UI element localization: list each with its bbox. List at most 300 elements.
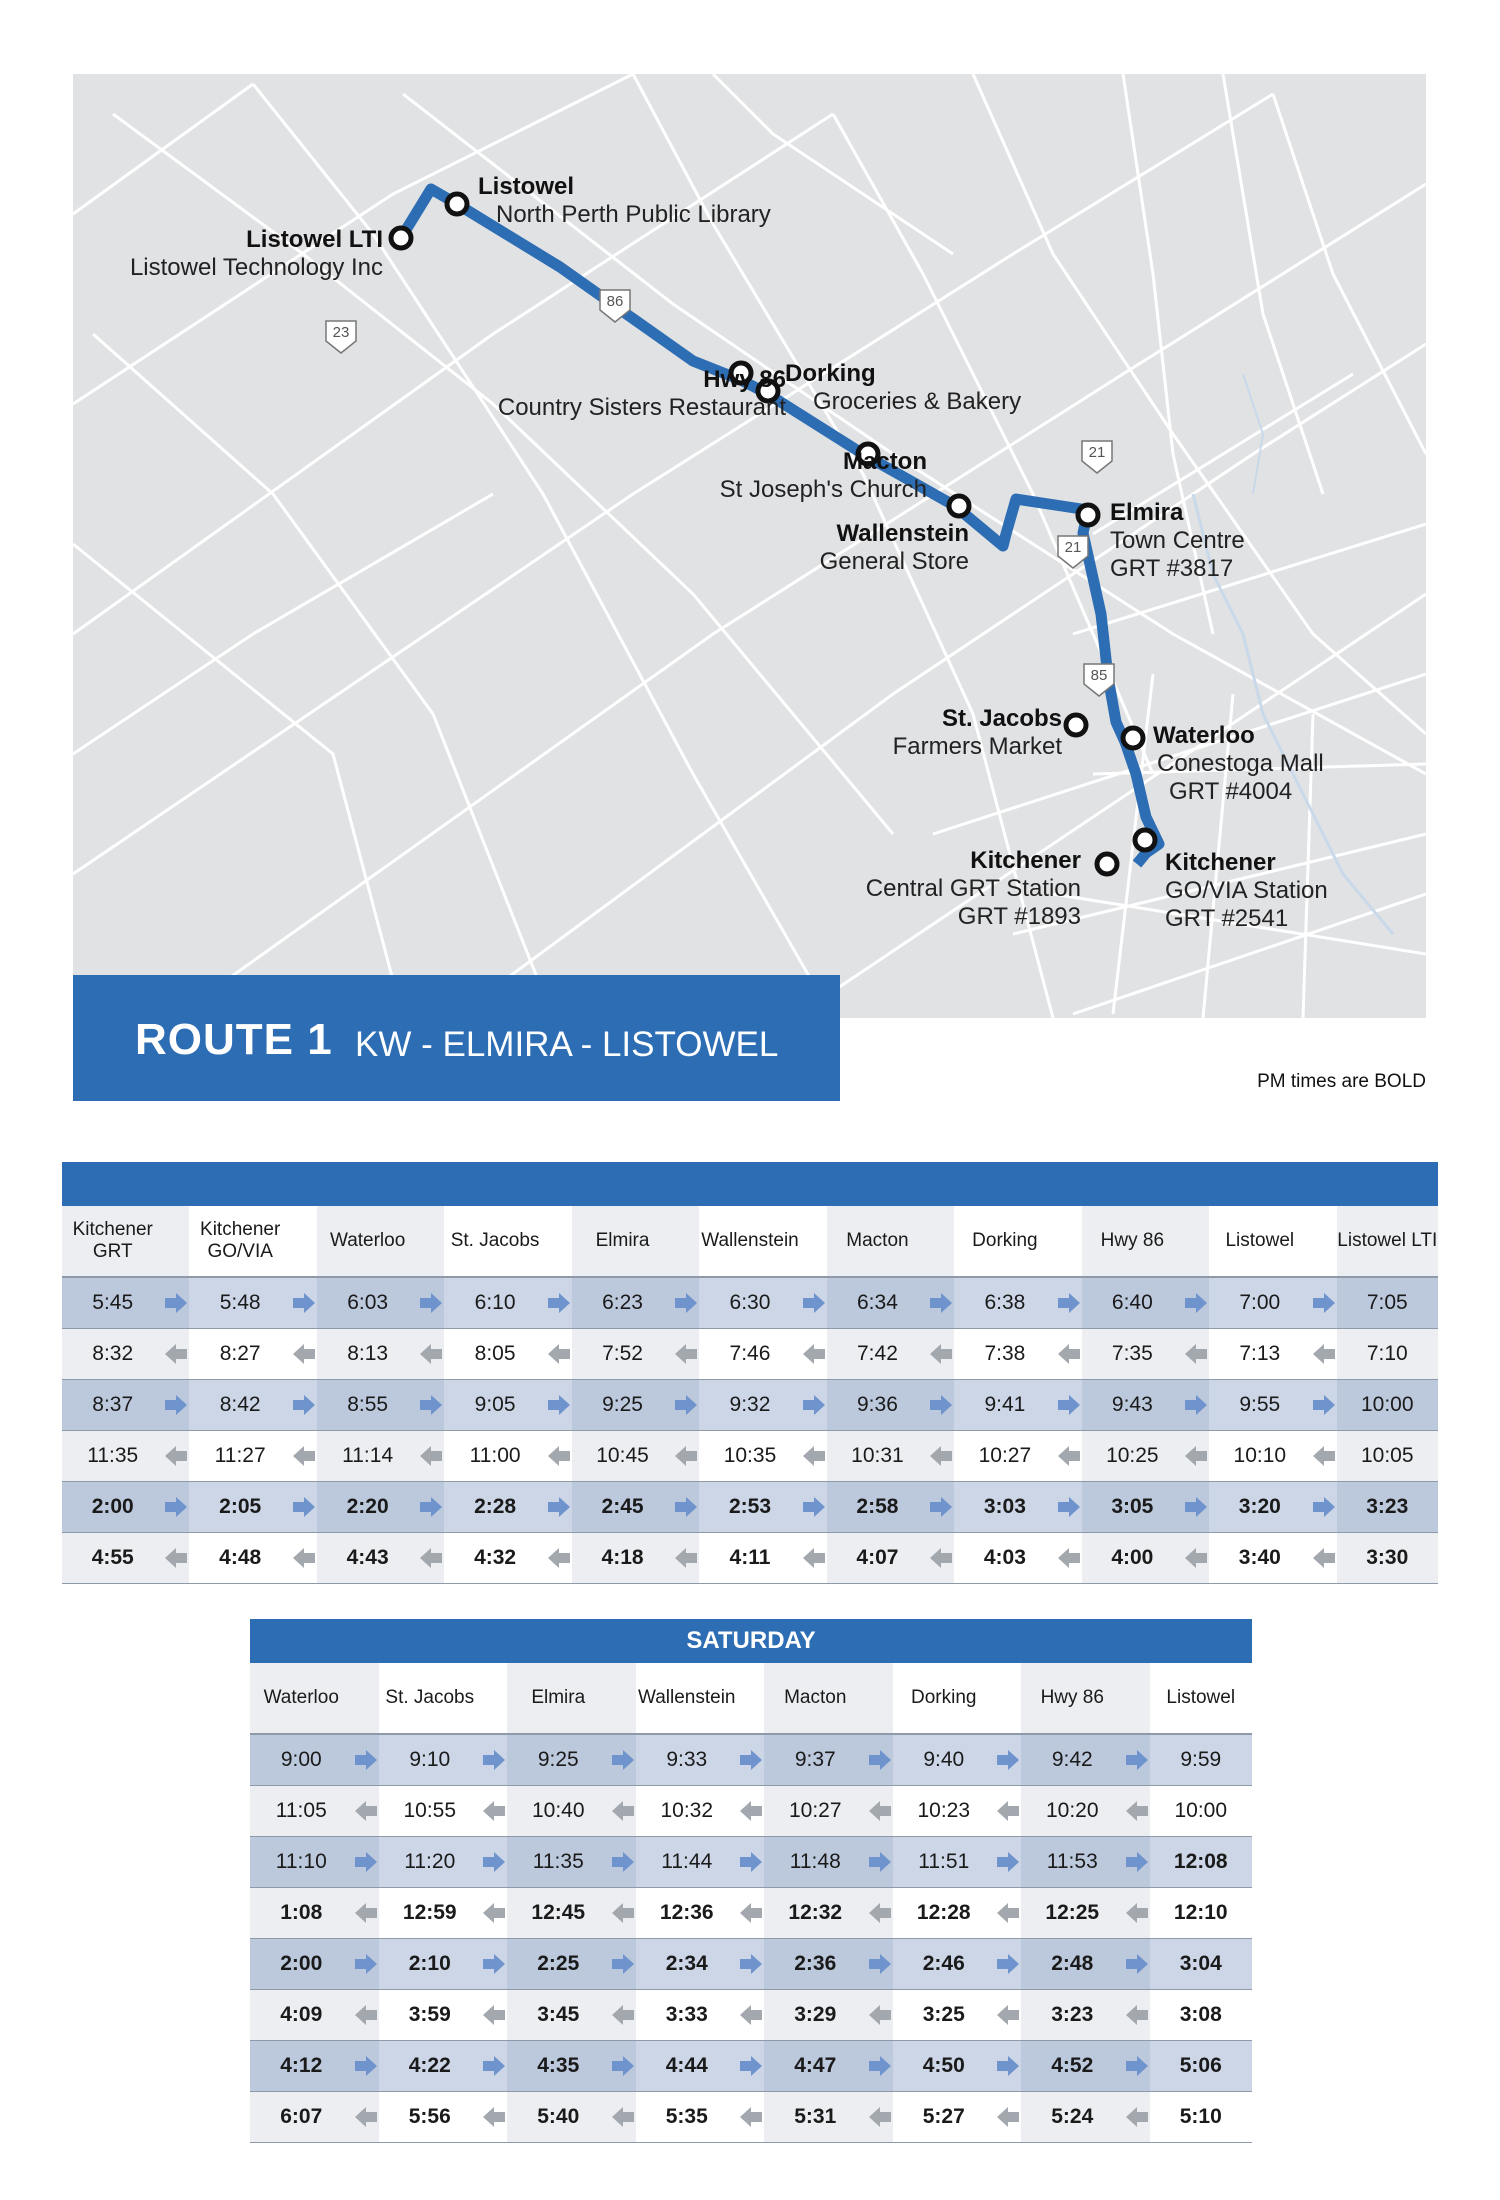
arrow-right-icon: [612, 1852, 634, 1872]
time-cell: 4:44: [636, 2041, 739, 2092]
arrow-right-icon: [420, 1395, 442, 1415]
time-cell: 3:45: [507, 1990, 610, 2041]
time-cell: 2:45: [572, 1482, 673, 1533]
arrow-left-icon: [803, 1548, 825, 1568]
arrow-left-icon: [548, 1344, 570, 1364]
time-cell: 10:55: [379, 1786, 482, 1837]
direction-arrow: [418, 1533, 444, 1584]
time-cell: 9:37: [764, 1734, 867, 1786]
svg-text:85: 85: [1090, 667, 1108, 684]
direction-arrow: [291, 1329, 317, 1380]
arrow-left-icon: [1313, 1344, 1335, 1364]
arrow-gap: [1056, 1206, 1082, 1277]
time-cell: 3:40: [1209, 1533, 1310, 1584]
time-cell: 5:56: [379, 2092, 482, 2143]
arrow-gap: [1183, 1206, 1209, 1277]
direction-arrow: [610, 1939, 636, 1990]
arrow-gap: [1311, 1206, 1337, 1277]
direction-arrow: [673, 1380, 699, 1431]
arrow-left-icon: [355, 2005, 377, 2025]
direction-arrow: [867, 1734, 893, 1786]
arrow-gap: [738, 1663, 764, 1734]
arrow-right-icon: [869, 1750, 891, 1770]
time-cell: 7:10: [1337, 1329, 1438, 1380]
stop-label-listowel-lti: Listowel LTI Listowel Technology Inc: [129, 226, 383, 281]
time-cell: 8:37: [62, 1380, 163, 1431]
arrow-right-icon: [675, 1395, 697, 1415]
pm-note: PM times are BOLD: [1257, 1071, 1426, 1092]
timetable-header-row: [62, 1206, 1438, 1277]
route-name: KW - ELMIRA - LISTOWEL: [355, 1025, 779, 1064]
direction-arrow: [291, 1533, 317, 1584]
arrow-right-icon: [997, 2056, 1019, 2076]
time-cell: 4:52: [1021, 2041, 1124, 2092]
time-cell: 2:10: [379, 1939, 482, 1990]
direction-arrow: [738, 2092, 764, 2143]
direction-arrow: [1124, 1786, 1150, 1837]
time-cell: 7:46: [699, 1329, 800, 1380]
direction-arrow: [1124, 1939, 1150, 1990]
arrow-right-icon: [803, 1497, 825, 1517]
direction-arrow: [353, 1990, 379, 2041]
arrow-gap: [867, 1663, 893, 1734]
direction-arrow: [610, 1990, 636, 2041]
time-cell: 7:35: [1082, 1329, 1183, 1380]
time-cell: 10:32: [636, 1786, 739, 1837]
time-cell: 3:25: [893, 1990, 996, 2041]
direction-arrow: [801, 1329, 827, 1380]
time-cell: 12:10: [1150, 1888, 1253, 1939]
direction-arrow: [481, 1888, 507, 1939]
arrow-left-icon: [930, 1548, 952, 1568]
direction-arrow: [928, 1380, 954, 1431]
time-cell: 10:40: [507, 1786, 610, 1837]
arrow-right-icon: [740, 1750, 762, 1770]
arrow-left-icon: [293, 1344, 315, 1364]
direction-arrow: [291, 1431, 317, 1482]
time-cell: 4:43: [317, 1533, 418, 1584]
arrow-left-icon: [1126, 1903, 1148, 1923]
table-row: [250, 1837, 1252, 1888]
saturday-timetable: [250, 1663, 1252, 2143]
time-cell: 10:00: [1150, 1786, 1253, 1837]
time-cell: 5:31: [764, 2092, 867, 2143]
time-cell: 4:50: [893, 2041, 996, 2092]
direction-arrow: [610, 1888, 636, 1939]
direction-arrow: [291, 1380, 317, 1431]
table-row: [250, 1990, 1252, 2041]
direction-arrow: [1124, 2041, 1150, 2092]
direction-arrow: [801, 1431, 827, 1482]
arrow-left-icon: [869, 1801, 891, 1821]
column-header: Kitchener GO/VIA: [189, 1206, 290, 1277]
arrow-right-icon: [165, 1293, 187, 1313]
direction-arrow: [353, 1734, 379, 1786]
time-cell: 10:27: [954, 1431, 1055, 1482]
arrow-right-icon: [869, 1852, 891, 1872]
arrow-right-icon: [1058, 1293, 1080, 1313]
direction-arrow: [163, 1533, 189, 1584]
time-cell: 7:13: [1209, 1329, 1310, 1380]
time-cell: 4:35: [507, 2041, 610, 2092]
column-header: Wallenstein: [636, 1663, 739, 1734]
table-row: [250, 1888, 1252, 1939]
direction-arrow: [928, 1329, 954, 1380]
direction-arrow: [867, 1837, 893, 1888]
time-cell: 3:08: [1150, 1990, 1253, 2041]
direction-arrow: [867, 1939, 893, 1990]
arrow-gap: [995, 1663, 1021, 1734]
direction-arrow: [673, 1277, 699, 1329]
direction-arrow: [1124, 1734, 1150, 1786]
time-cell: 12:59: [379, 1888, 482, 1939]
arrow-right-icon: [869, 1954, 891, 1974]
direction-arrow: [1056, 1482, 1082, 1533]
stop-marker: [391, 228, 411, 248]
stop-label-wallenstein: Wallenstein General Store: [819, 520, 969, 575]
time-cell: 11:53: [1021, 1837, 1124, 1888]
arrow-right-icon: [1126, 1852, 1148, 1872]
arrow-right-icon: [740, 1852, 762, 1872]
direction-arrow: [867, 1786, 893, 1837]
arrow-right-icon: [740, 1954, 762, 1974]
time-cell: 7:00: [1209, 1277, 1310, 1329]
time-cell: 8:05: [444, 1329, 545, 1380]
time-cell: 8:32: [62, 1329, 163, 1380]
time-cell: 6:07: [250, 2092, 353, 2143]
time-cell: 5:40: [507, 2092, 610, 2143]
time-cell: 1:08: [250, 1888, 353, 1939]
column-header: Hwy 86: [1021, 1663, 1124, 1734]
time-cell: 4:00: [1082, 1533, 1183, 1584]
time-cell: 11:10: [250, 1837, 353, 1888]
arrow-left-icon: [869, 2005, 891, 2025]
direction-arrow: [928, 1533, 954, 1584]
svg-text:21: 21: [1064, 539, 1082, 556]
arrow-left-icon: [1313, 1446, 1335, 1466]
time-cell: 9:33: [636, 1734, 739, 1786]
direction-arrow: [1056, 1329, 1082, 1380]
direction-arrow: [801, 1482, 827, 1533]
arrow-right-icon: [165, 1497, 187, 1517]
arrow-left-icon: [1185, 1344, 1207, 1364]
svg-text:23: 23: [332, 324, 350, 341]
arrow-gap: [481, 1663, 507, 1734]
direction-arrow: [546, 1533, 572, 1584]
direction-arrow: [353, 1786, 379, 1837]
arrow-right-icon: [355, 1852, 377, 1872]
direction-arrow: [995, 1939, 1021, 1990]
direction-arrow: [481, 1837, 507, 1888]
stop-marker: [1135, 830, 1155, 850]
arrow-gap: [163, 1206, 189, 1277]
time-cell: 6:03: [317, 1277, 418, 1329]
time-cell: 5:24: [1021, 2092, 1124, 2143]
table-row: [62, 1482, 1438, 1533]
direction-arrow: [738, 2041, 764, 2092]
arrow-left-icon: [740, 2005, 762, 2025]
stop-marker: [447, 194, 467, 214]
time-cell: 10:00: [1337, 1380, 1438, 1431]
direction-arrow: [995, 2092, 1021, 2143]
arrow-left-icon: [548, 1446, 570, 1466]
time-cell: 10:23: [893, 1786, 996, 1837]
time-cell: 9:43: [1082, 1380, 1183, 1431]
direction-arrow: [928, 1277, 954, 1329]
column-header: St. Jacobs: [444, 1206, 545, 1277]
arrow-right-icon: [675, 1497, 697, 1517]
arrow-right-icon: [997, 1852, 1019, 1872]
arrow-left-icon: [1058, 1344, 1080, 1364]
direction-arrow: [418, 1329, 444, 1380]
arrow-right-icon: [293, 1293, 315, 1313]
time-cell: 4:47: [764, 2041, 867, 2092]
direction-arrow: [995, 1734, 1021, 1786]
table-row: [62, 1431, 1438, 1482]
direction-arrow: [738, 1888, 764, 1939]
stop-label-kitchener-govia: Kitchener GO/VIA Station GRT #2541: [1165, 849, 1328, 932]
arrow-right-icon: [997, 1954, 1019, 1974]
arrow-right-icon: [1058, 1497, 1080, 1517]
direction-arrow: [610, 1734, 636, 1786]
direction-arrow: [610, 2092, 636, 2143]
time-cell: 2:00: [250, 1939, 353, 1990]
direction-arrow: [481, 1734, 507, 1786]
arrow-right-icon: [740, 2056, 762, 2076]
arrow-right-icon: [1185, 1293, 1207, 1313]
time-cell: 9:55: [1209, 1380, 1310, 1431]
arrow-right-icon: [675, 1293, 697, 1313]
arrow-right-icon: [803, 1293, 825, 1313]
column-header: Waterloo: [250, 1663, 353, 1734]
direction-arrow: [738, 1734, 764, 1786]
time-cell: 4:18: [572, 1533, 673, 1584]
time-cell: 3:03: [954, 1482, 1055, 1533]
column-header: Wallenstein: [699, 1206, 800, 1277]
direction-arrow: [867, 2041, 893, 2092]
direction-arrow: [995, 2041, 1021, 2092]
arrow-right-icon: [930, 1497, 952, 1517]
time-cell: 7:52: [572, 1329, 673, 1380]
arrow-gap: [353, 1663, 379, 1734]
arrow-left-icon: [1185, 1548, 1207, 1568]
time-cell: 4:55: [62, 1533, 163, 1584]
column-header: Kitchener GRT: [62, 1206, 163, 1277]
time-cell: 9:25: [507, 1734, 610, 1786]
arrow-left-icon: [740, 2107, 762, 2127]
direction-arrow: [673, 1482, 699, 1533]
direction-arrow: [867, 1888, 893, 1939]
svg-text:86: 86: [606, 293, 624, 310]
time-cell: 5:35: [636, 2092, 739, 2143]
arrow-right-icon: [548, 1395, 570, 1415]
time-cell: 11:20: [379, 1837, 482, 1888]
direction-arrow: [1311, 1277, 1337, 1329]
direction-arrow: [481, 1939, 507, 1990]
table-row: [62, 1277, 1438, 1329]
time-cell: 3:33: [636, 1990, 739, 2041]
direction-arrow: [610, 2041, 636, 2092]
time-cell: 11:51: [893, 1837, 996, 1888]
direction-arrow: [1056, 1380, 1082, 1431]
direction-arrow: [1311, 1431, 1337, 1482]
stop-marker: [1097, 854, 1117, 874]
direction-arrow: [481, 2041, 507, 2092]
time-cell: 6:23: [572, 1277, 673, 1329]
stop-label-kitchener-central: Kitchener Central GRT Station GRT #1893: [865, 847, 1081, 930]
arrow-left-icon: [740, 1903, 762, 1923]
arrow-right-icon: [612, 1750, 634, 1770]
table-row: [62, 1329, 1438, 1380]
time-cell: 11:00: [444, 1431, 545, 1482]
direction-arrow: [610, 1786, 636, 1837]
time-cell: 10:31: [827, 1431, 928, 1482]
time-cell: 7:38: [954, 1329, 1055, 1380]
time-cell: 6:34: [827, 1277, 928, 1329]
direction-arrow: [353, 1939, 379, 1990]
time-cell: 4:48: [189, 1533, 290, 1584]
arrow-left-icon: [1126, 1801, 1148, 1821]
arrow-left-icon: [1313, 1548, 1335, 1568]
direction-arrow: [673, 1533, 699, 1584]
time-cell: 10:25: [1082, 1431, 1183, 1482]
direction-arrow: [738, 1837, 764, 1888]
time-cell: 3:04: [1150, 1939, 1253, 1990]
column-header: Waterloo: [317, 1206, 418, 1277]
arrow-right-icon: [1126, 1750, 1148, 1770]
arrow-left-icon: [483, 1801, 505, 1821]
arrow-left-icon: [165, 1446, 187, 1466]
time-cell: 4:12: [250, 2041, 353, 2092]
time-cell: 6:38: [954, 1277, 1055, 1329]
time-cell: 7:42: [827, 1329, 928, 1380]
time-cell: 2:34: [636, 1939, 739, 1990]
time-cell: 4:03: [954, 1533, 1055, 1584]
direction-arrow: [867, 2092, 893, 2143]
arrow-left-icon: [675, 1344, 697, 1364]
weekday-timetable: [62, 1206, 1438, 1584]
direction-arrow: [995, 1888, 1021, 1939]
route-banner: [73, 975, 840, 1101]
stop-label-hwy-86: Hwy 86 Country Sisters Restaurant: [497, 366, 786, 421]
direction-arrow: [546, 1482, 572, 1533]
time-cell: 12:36: [636, 1888, 739, 1939]
time-cell: 2:28: [444, 1482, 545, 1533]
direction-arrow: [610, 1837, 636, 1888]
direction-arrow: [546, 1277, 572, 1329]
table-row: [250, 1786, 1252, 1837]
arrow-right-icon: [1313, 1497, 1335, 1517]
direction-arrow: [1183, 1329, 1209, 1380]
arrow-left-icon: [930, 1446, 952, 1466]
arrow-left-icon: [548, 1548, 570, 1568]
direction-arrow: [163, 1329, 189, 1380]
table-row: [250, 2092, 1252, 2143]
time-cell: 10:27: [764, 1786, 867, 1837]
arrow-left-icon: [675, 1446, 697, 1466]
direction-arrow: [353, 1837, 379, 1888]
direction-arrow: [801, 1277, 827, 1329]
weekday-header-bar: [62, 1162, 1438, 1206]
arrow-left-icon: [803, 1446, 825, 1466]
arrow-right-icon: [483, 1852, 505, 1872]
column-header: Listowel: [1209, 1206, 1310, 1277]
arrow-right-icon: [548, 1497, 570, 1517]
time-cell: 9:40: [893, 1734, 996, 1786]
time-cell: 7:05: [1337, 1277, 1438, 1329]
direction-arrow: [418, 1431, 444, 1482]
time-cell: 3:05: [1082, 1482, 1183, 1533]
column-header: Elmira: [507, 1663, 610, 1734]
arrow-left-icon: [1185, 1446, 1207, 1466]
direction-arrow: [738, 1786, 764, 1837]
arrow-left-icon: [930, 1344, 952, 1364]
arrow-left-icon: [420, 1548, 442, 1568]
stop-marker: [1066, 715, 1086, 735]
arrow-right-icon: [165, 1395, 187, 1415]
time-cell: 11:35: [507, 1837, 610, 1888]
arrow-gap: [418, 1206, 444, 1277]
direction-arrow: [1183, 1277, 1209, 1329]
arrow-right-icon: [1313, 1395, 1335, 1415]
arrow-right-icon: [930, 1293, 952, 1313]
arrow-right-icon: [1126, 1954, 1148, 1974]
time-cell: 12:28: [893, 1888, 996, 1939]
time-cell: 6:40: [1082, 1277, 1183, 1329]
arrow-left-icon: [869, 2107, 891, 2127]
arrow-right-icon: [420, 1497, 442, 1517]
time-cell: 3:30: [1337, 1533, 1438, 1584]
direction-arrow: [1183, 1431, 1209, 1482]
arrow-left-icon: [420, 1344, 442, 1364]
arrow-left-icon: [1126, 2107, 1148, 2127]
stop-label-listowel: Listowel North Perth Public Library: [478, 173, 771, 228]
arrow-left-icon: [612, 2107, 634, 2127]
time-cell: 3:23: [1021, 1990, 1124, 2041]
column-header: Macton: [827, 1206, 928, 1277]
direction-arrow: [738, 1939, 764, 1990]
arrow-left-icon: [355, 1903, 377, 1923]
table-row: [250, 2041, 1252, 2092]
stop-marker: [1123, 728, 1143, 748]
direction-arrow: [163, 1482, 189, 1533]
direction-arrow: [353, 1888, 379, 1939]
arrow-right-icon: [930, 1395, 952, 1415]
time-cell: 3:23: [1337, 1482, 1438, 1533]
direction-arrow: [995, 1990, 1021, 2041]
time-cell: 10:35: [699, 1431, 800, 1482]
direction-arrow: [801, 1380, 827, 1431]
direction-arrow: [163, 1431, 189, 1482]
table-row: [62, 1380, 1438, 1431]
direction-arrow: [1311, 1380, 1337, 1431]
time-cell: 9:10: [379, 1734, 482, 1786]
arrow-left-icon: [483, 2107, 505, 2127]
arrow-right-icon: [803, 1395, 825, 1415]
time-cell: 5:45: [62, 1277, 163, 1329]
direction-arrow: [163, 1380, 189, 1431]
direction-arrow: [1183, 1533, 1209, 1584]
direction-arrow: [1056, 1277, 1082, 1329]
svg-text:21: 21: [1088, 444, 1106, 461]
arrow-left-icon: [803, 1344, 825, 1364]
time-cell: 8:42: [189, 1380, 290, 1431]
time-cell: 9:25: [572, 1380, 673, 1431]
arrow-right-icon: [869, 2056, 891, 2076]
direction-arrow: [481, 2092, 507, 2143]
time-cell: 9:59: [1150, 1734, 1253, 1786]
time-cell: 8:27: [189, 1329, 290, 1380]
